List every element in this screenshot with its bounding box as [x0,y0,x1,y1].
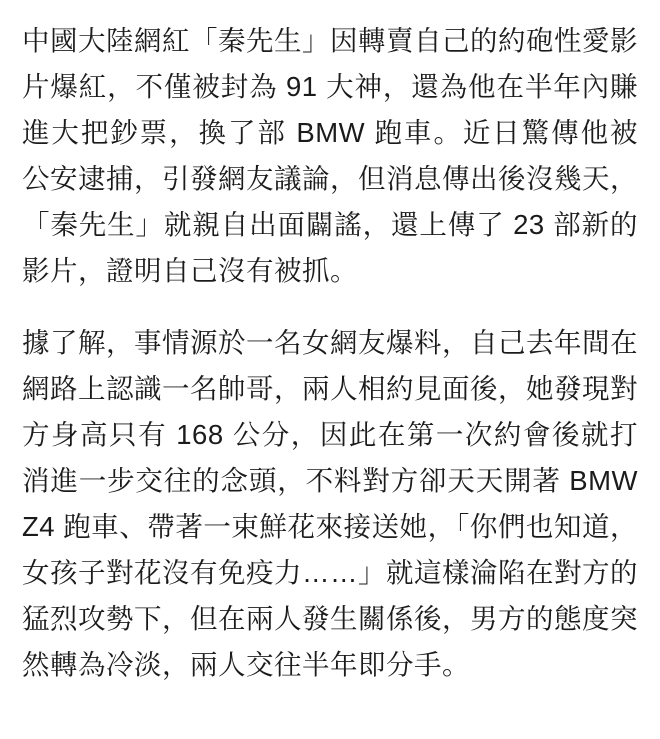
article-paragraph-2: 據了解，事情源於一名女網友爆料，自己去年間在網路上認識一名帥哥，兩人相約見面後，她發現對方身高只有 168 公分，因此在第一次約會後就打消進一步交往的念頭，不料對方卻天天開著 BMW Z4 跑車、帶著一束鮮花來接送她，「你們也知道，女孩子對花沒有免疫力……」就這樣淪陷在對方的猛烈攻勢下，但在兩人發生關係後，男方的態度突然轉為冷淡，兩人交往半年即分手。 [22,327,638,680]
article-paragraph-1: 中國大陸網紅「秦先生」因轉賣自己的約砲性愛影片爆紅，不僅被封為 91 大神，還為他在半年內賺進大把鈔票，換了部 BMW 跑車。近日驚傳他被公安逮捕，引發網友議論，但消息傳出後沒幾天，「秦先生」就親自出面闢謠，還上傳了 23 部新的影片，證明自己沒有被抓。 [22,25,638,286]
